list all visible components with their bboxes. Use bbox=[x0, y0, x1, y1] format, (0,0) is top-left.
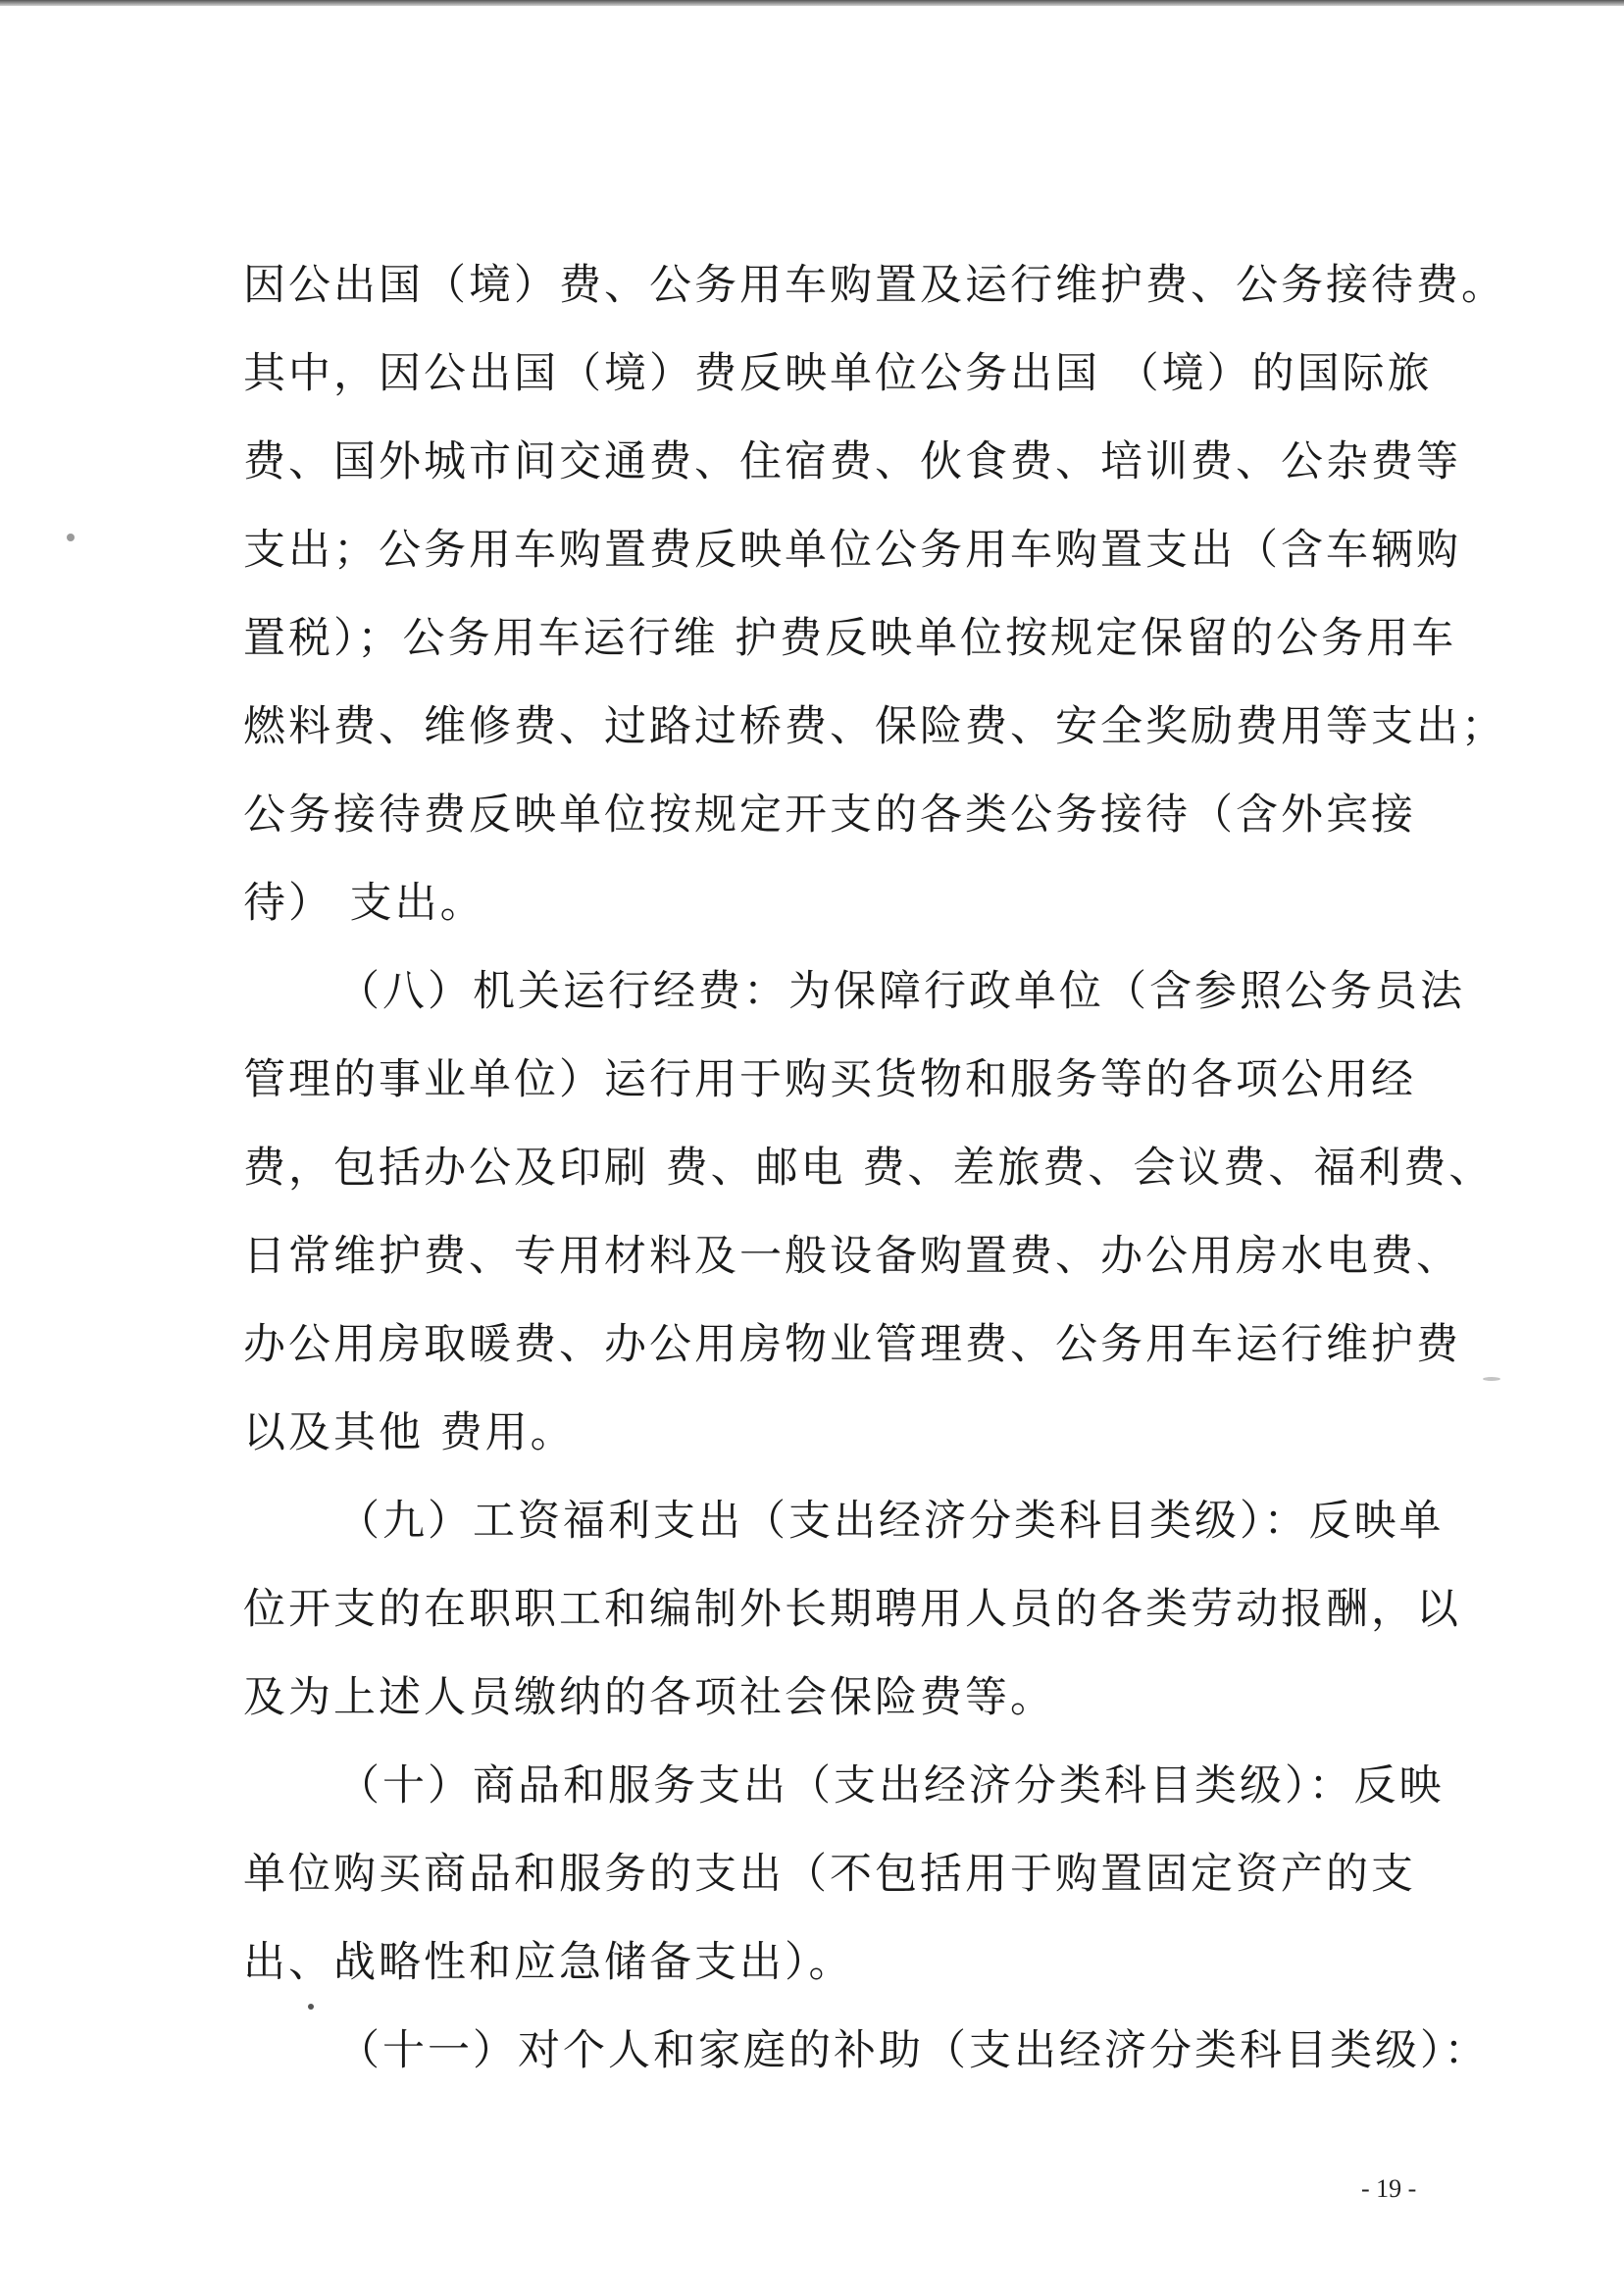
scan-top-edge bbox=[0, 0, 1624, 6]
paragraph-heading-line: （八）机关运行经费：为保障行政单位（含参照公务员法 bbox=[337, 967, 1465, 1016]
text-line: 公务接待费反映单位按规定开支的各类公务接待（含外宾接 bbox=[243, 790, 1416, 840]
text-line: 待） 支出。 bbox=[243, 879, 485, 928]
text-line: 支出；公务用车购置费反映单位公务用车购置支出（含车辆购 bbox=[243, 526, 1461, 575]
text-line: 单位购买商品和服务的支出（不包括用于购置固定资产的支 bbox=[243, 1850, 1416, 1899]
paragraph-heading-line: （十一）对个人和家庭的补助（支出经济分类科目类级）： bbox=[337, 2026, 1490, 2075]
text-line: 出、战略性和应急储备支出）。 bbox=[243, 1938, 854, 1987]
document-body bbox=[243, 241, 1506, 2095]
text-line: 及为上述人员缴纳的各项社会保险费等。 bbox=[243, 1673, 1055, 1722]
text-line: 管理的事业单位）运行用于购买货物和服务等的各项公用经 bbox=[243, 1055, 1416, 1104]
text-line: 费、国外城市间交通费、住宿费、伙食费、培训费、公杂费等 bbox=[243, 437, 1461, 486]
paragraph-heading-line: （十）商品和服务支出（支出经济分类科目类级）：反映 bbox=[337, 1761, 1445, 1810]
text-line: 燃料费、维修费、过路过桥费、保险费、安全奖励费用等支出； bbox=[243, 702, 1506, 751]
text-line: 以及其他 费用。 bbox=[243, 1408, 576, 1457]
text-line: 置税）；公务用车运行维 护费反映单位按规定保留的公务用车 bbox=[243, 614, 1457, 663]
text-line: 日常维护费、专用材料及一般设备购置费、办公用房水电费、 bbox=[243, 1232, 1461, 1281]
paragraph-heading-line: （九）工资福利支出（支出经济分类科目类级）：反映单 bbox=[337, 1497, 1445, 1546]
text-line: 办公用房取暖费、办公用房物业管理费、公务用车运行维护费 bbox=[243, 1320, 1461, 1369]
text-line: 其中，因公出国（境）费反映单位公务出国 （境）的国际旅 bbox=[243, 349, 1433, 398]
text-line: 费，包括办公及印刷 费、邮电 费、差旅费、会议费、福利费、 bbox=[243, 1144, 1495, 1193]
text-line: 因公出国（境）费、公务用车购置及运行维护费、公务接待费。 bbox=[243, 261, 1506, 310]
scan-speck bbox=[1483, 1377, 1500, 1381]
text-line: 位开支的在职职工和编制外长期聘用人员的各类劳动报酬，以 bbox=[243, 1585, 1461, 1634]
page-number: - 19 - bbox=[1361, 2174, 1417, 2203]
scan-speck bbox=[67, 534, 75, 541]
